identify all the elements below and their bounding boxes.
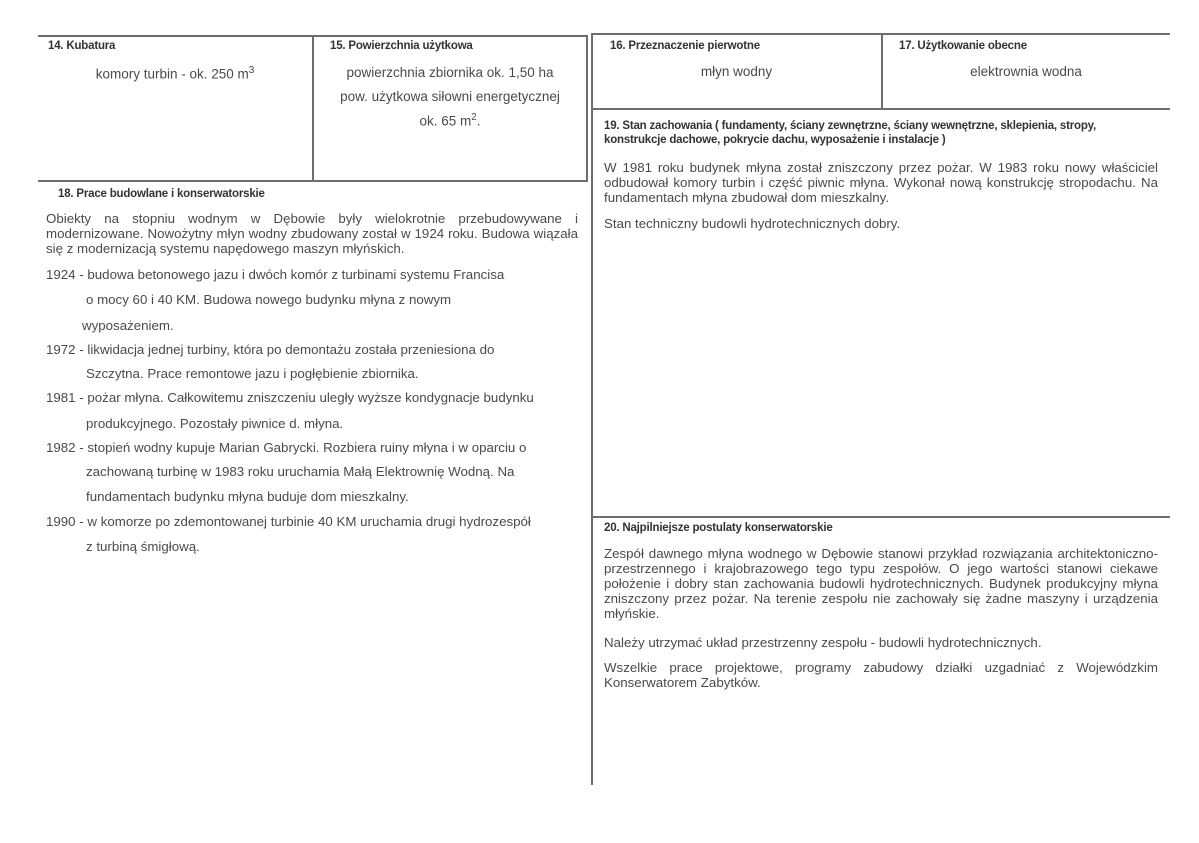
history-line: z turbiną śmigłową. bbox=[86, 539, 200, 554]
history-line: 1981 - pożar młyna. Całkowitemu zniszczeniu uległy wyższe kondygnacje budynku bbox=[46, 390, 534, 405]
section-14-title: 14. Kubatura bbox=[48, 40, 116, 52]
section-17-value: elektrownia wodna bbox=[970, 64, 1082, 79]
section-16-title: 16. Przeznaczenie pierwotne bbox=[610, 40, 760, 52]
section-20-title: 20. Najpilniejsze postulaty konserwatorskie bbox=[604, 522, 833, 534]
history-line: Szczytna. Prace remontowe jazu i pogłębienie zbiornika. bbox=[86, 366, 419, 381]
section-19-title-cont: konstrukcje dachowe, pokrycie dachu, wyposażenie i instalacje ) bbox=[604, 134, 946, 146]
section-18-title: 18. Prace budowlane i konserwatorskie bbox=[58, 188, 265, 200]
divider-16-17 bbox=[881, 33, 883, 109]
divider-14-15 bbox=[312, 35, 314, 180]
history-line: 1972 - likwidacja jednej turbiny, która po demontażu została przeniesiona do bbox=[46, 342, 495, 357]
history-line: 1990 - w komorze po zdemontowanej turbinie 40 KM uruchamia drugi hydrozespół bbox=[46, 514, 531, 529]
section-20-para3: Wszelkie prace projektowe, programy zabudowy działki uzgadniać z Wojewódzkim Konserwatorem Zabytków. bbox=[604, 660, 1158, 690]
section-15-line3-text: ok. 65 m bbox=[419, 113, 472, 129]
line-above-20 bbox=[592, 516, 1170, 518]
line-under-16-17 bbox=[592, 108, 1170, 110]
section-14-value bbox=[40, 65, 310, 82]
history-line: zachowaną turbinę w 1983 roku uruchamia Małą Elektrownię Wodną. Na bbox=[86, 464, 515, 479]
center-divider bbox=[591, 33, 593, 785]
section-18-intro: Obiekty na stopniu wodnym w Dębowie były wielokrotnie przebudowywane i modernizowane. Nowożytny młyn wodny zbudowany został w 1924 roku. Budowa wiązała się z modernizacją systemu napędowego maszyn młyńskich. bbox=[46, 211, 578, 256]
section-15-line2: pow. użytkowa siłowni energetycznej bbox=[340, 89, 560, 104]
history-line: o mocy 60 i 40 KM. Budowa nowego budynku młyna z nowym bbox=[86, 292, 452, 307]
section-15-line3 bbox=[316, 112, 584, 129]
section-15-line3-end: . bbox=[476, 113, 481, 129]
history-line: 1924 - budowa betonowego jazu i dwóch komór z turbinami systemu Francisa bbox=[46, 267, 505, 282]
section-20-para1: Zespół dawnego młyna wodnego w Dębowie stanowi przykład rozwiązania architektoniczno-przestrzennego i krajobrazowego tego typu zespołów. O jego wartości stanowi ciekawe położenie i dobry stan zachowania budowli hydrotechnicznych. Budynek produkcyjny młyna zniszczony przez pożar. Na terenie zespołu nie zachowały się żadne maszyny i urządzenia młyńskie. bbox=[604, 546, 1158, 621]
section-19-para2: Stan techniczny budowli hydrotechnicznych dobry. bbox=[604, 216, 901, 231]
section-19-para1: W 1981 roku budynek młyna został zniszczony przez pożar. W 1983 roku nowy właściciel odbudował komory turbin i część piwnic młyna. Wykonał nową konstrukcję stropodachu. Na fundamentach młyna zbudował dom mieszkalny. bbox=[604, 160, 1158, 205]
section-20-para2: Należy utrzymać układ przestrzenny zespołu - budowli hydrotechnicznych. bbox=[604, 635, 1042, 650]
section-19-title: 19. Stan zachowania ( fundamenty, ściany zewnętrzne, ściany wewnętrzne, sklepienia, stropy, bbox=[604, 120, 1097, 132]
section-15-unit-sup: 2 bbox=[471, 112, 477, 123]
section-16-value: młyn wodny bbox=[700, 64, 773, 79]
section-17-title: 17. Użytkowanie obecne bbox=[899, 40, 1027, 52]
history-line: fundamentach budynku młyna buduje dom mieszkalny. bbox=[86, 489, 409, 504]
section-14-text: komory turbin - ok. 250 m bbox=[95, 66, 249, 82]
section-15-title: 15. Powierzchnia użytkowa bbox=[330, 40, 473, 52]
section-14-unit-sup: 3 bbox=[248, 65, 255, 76]
history-line: wyposażeniem. bbox=[82, 318, 174, 333]
history-line: produkcyjnego. Pozostały piwnice d. młyna. bbox=[86, 416, 344, 431]
line-above-18 bbox=[38, 180, 588, 182]
divider-15-left bbox=[586, 35, 588, 180]
section-15-line1: powierzchnia zbiornika ok. 1,50 ha bbox=[346, 65, 554, 80]
history-line: 1982 - stopień wodny kupuje Marian Gabrycki. Rozbiera ruiny młyna i w oparciu o bbox=[46, 440, 527, 455]
